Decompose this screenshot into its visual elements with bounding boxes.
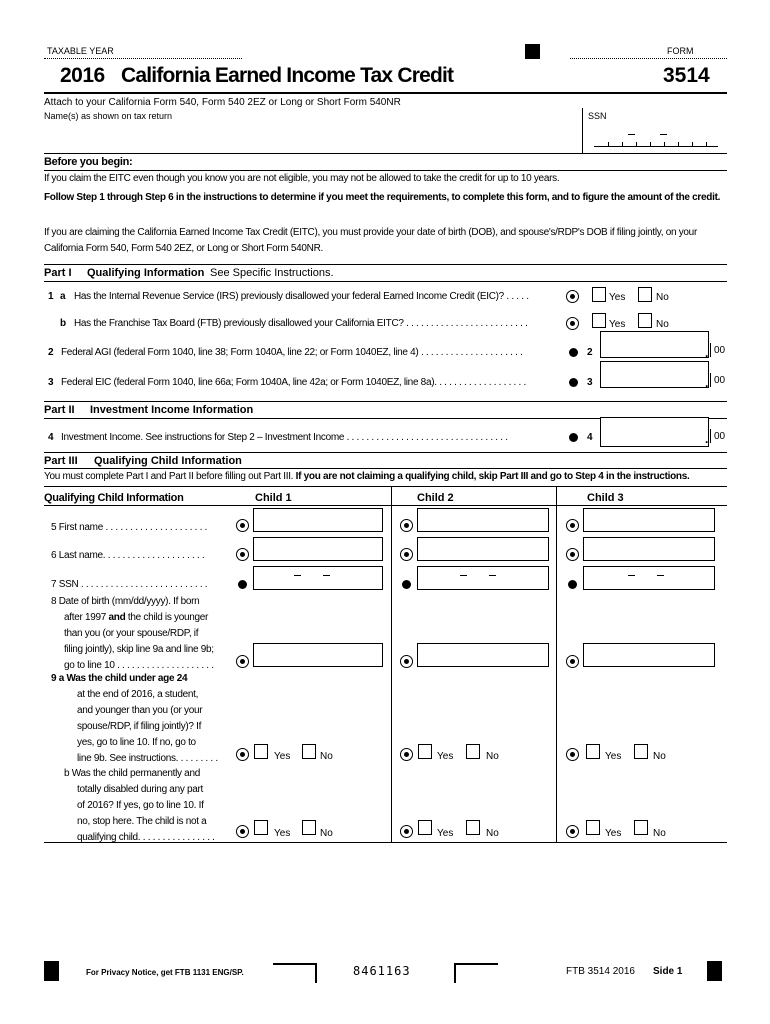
line-2-text: Federal AGI (federal Form 1040, line 38; Form 1040A, line 22; or Form 1040EZ, line 4) . . . . . . . . . . . . . . . . . . . . . — [61, 347, 523, 358]
child-1-first-name-input[interactable] — [253, 508, 383, 532]
child-1-header: Child 1 — [255, 492, 292, 504]
registration-mark — [525, 44, 540, 59]
line-3-amount-input[interactable] — [600, 361, 709, 388]
column-divider — [391, 486, 392, 842]
no-label: No — [486, 828, 499, 839]
line-9a-label — [51, 671, 218, 767]
form-id: FTB 3514 2016 — [566, 966, 635, 977]
child-3-dob-input[interactable] — [583, 643, 715, 667]
line-9a-text: spouse/RDP, if filing jointly)? If — [77, 721, 202, 732]
divider — [582, 108, 583, 154]
names-label: Name(s) as shown on tax return — [44, 111, 173, 121]
ssn-dash — [660, 134, 667, 135]
yes-label: Yes — [274, 751, 291, 762]
child-1-dob-input[interactable] — [253, 643, 383, 667]
line-5-label: 5 First name . . . . . . . . . . . . . . . . . . . . . — [51, 522, 208, 533]
required-circle-icon — [236, 748, 249, 761]
decimal-point: . — [705, 376, 709, 390]
required-circle-icon — [566, 317, 579, 330]
line-number: 1 — [48, 291, 54, 302]
required-circle-icon — [400, 825, 413, 838]
required-circle-icon — [400, 548, 413, 561]
divider — [44, 401, 727, 402]
yes-label: Yes — [437, 751, 454, 762]
corner-mark — [454, 963, 498, 983]
registration-mark — [707, 961, 722, 981]
line-1b-no-checkbox[interactable] — [638, 313, 652, 328]
cents-label: 00 — [710, 429, 725, 443]
line-9b-label — [64, 766, 215, 846]
page-side: Side 1 — [653, 966, 683, 977]
part3-instruction-a: You must complete Part I and Part II before filling out Part III. — [44, 471, 294, 482]
child-3-header: Child 3 — [587, 492, 624, 504]
required-circle-icon — [566, 655, 579, 668]
line-7-label: 7 SSN . . . . . . . . . . . . . . . . . . . . . . . . . . — [51, 579, 208, 590]
no-label: No — [320, 751, 333, 762]
required-dot-icon — [569, 378, 578, 387]
line-8-text: 8 Date of birth (mm/dd/yyyy). If born — [51, 596, 200, 607]
line-6-label: 6 Last name. . . . . . . . . . . . . . . . . . . . . — [51, 550, 205, 561]
part3-instruction — [44, 471, 689, 482]
before-paragraph-3: If you are claiming the California Earned Income Tax Credit (EITC), you must provide your date of birth (DOB), and spouse's/RDP's DOB if filing jointly, on your California Form 540, Form 540 2EZ, or Long or Short Form 540NR. — [44, 227, 697, 254]
line-8-text: filing jointly), skip line 9a and line 9b; — [64, 644, 214, 655]
line-8-emphasis: and — [108, 612, 126, 623]
required-circle-icon — [566, 290, 579, 303]
line-9a-text: line 9b. See instructions. . . . . . . . . — [77, 753, 218, 764]
yes-label: Yes — [605, 828, 622, 839]
divider — [570, 58, 727, 59]
decimal-point: . — [705, 432, 709, 446]
line-number: 4 — [587, 432, 593, 443]
required-circle-icon — [566, 519, 579, 532]
child-2-first-name-input[interactable] — [417, 508, 549, 532]
divider — [44, 153, 727, 154]
required-circle-icon — [236, 655, 249, 668]
before-paragraph-2: Follow Step 1 through Step 6 in the instructions to determine if you meet the requirements, to complete this form, and to figure the amount of the credit. — [44, 192, 721, 203]
before-paragraph-1: If you claim the EITC even though you know you are not eligible, you may not be allowed to take the credit for up to 10 years. — [44, 173, 560, 184]
line-8-text: after 1997 — [64, 612, 107, 623]
line-9b-text: totally disabled during any part — [77, 784, 204, 795]
child-2-9b-yes-checkbox[interactable] — [418, 820, 432, 835]
no-label: No — [656, 292, 669, 303]
child-1-9b-no-checkbox[interactable] — [302, 820, 316, 835]
line-9b-text: b Was the child permanently and — [64, 768, 200, 779]
child-2-9b-no-checkbox[interactable] — [466, 820, 480, 835]
child-1-last-name-input[interactable] — [253, 537, 383, 561]
line-9a-text: at the end of 2016, a student, — [77, 689, 199, 700]
line-4-text: Investment Income. See instructions for Step 2 – Investment Income . . . . . . . . . . . . . . . . . . . . . . . . . . . . . . . . . — [61, 432, 508, 443]
line-9b-text: no, stop here. The child is not a — [77, 816, 207, 827]
required-dot-icon — [569, 433, 578, 442]
yes-label: Yes — [605, 751, 622, 762]
divider — [44, 281, 727, 282]
required-dot-icon — [238, 580, 247, 589]
child-2-dob-input[interactable] — [417, 643, 549, 667]
child-2-header: Child 2 — [417, 492, 454, 504]
line-letter: a — [60, 291, 66, 302]
no-label: No — [486, 751, 499, 762]
divider — [44, 58, 242, 59]
line-1b-yes-checkbox[interactable] — [592, 313, 606, 328]
no-label: No — [320, 828, 333, 839]
yes-label: Yes — [609, 292, 626, 303]
yes-label: Yes — [609, 319, 626, 330]
line-1b-text: Has the Franchise Tax Board (FTB) previously disallowed your California EITC? . . . . . . . . . . . . . . . . . . . . . . . . . — [74, 318, 528, 329]
no-label: No — [653, 751, 666, 762]
no-label: No — [656, 319, 669, 330]
ssn-dash — [657, 575, 664, 576]
line-8-text: the child is younger — [127, 612, 209, 623]
line-9a-text: and younger than you (or your — [77, 705, 203, 716]
child-3-first-name-input[interactable] — [583, 508, 715, 532]
divider — [44, 505, 727, 506]
before-heading: Before you begin: — [44, 156, 133, 168]
required-circle-icon — [566, 825, 579, 838]
required-circle-icon — [400, 519, 413, 532]
child-2-9a-yes-checkbox[interactable] — [418, 744, 432, 759]
ssn-dash — [628, 134, 635, 135]
part3-label: Part III — [44, 455, 78, 467]
line-letter: b — [60, 318, 67, 329]
cents-label: 00 — [710, 373, 725, 387]
line-8-text: go to line 10 . . . . . . . . . . . . . . . . . . . . — [64, 660, 214, 671]
required-dot-icon — [569, 348, 578, 357]
registration-mark — [44, 961, 59, 981]
required-dot-icon — [402, 580, 411, 589]
yes-label: Yes — [437, 828, 454, 839]
child-3-last-name-input[interactable] — [583, 537, 715, 561]
part2-title: Investment Income Information — [90, 404, 254, 416]
line-1a-no-checkbox[interactable] — [638, 287, 652, 302]
line-number: 3 — [48, 377, 54, 388]
line-number: 3 — [587, 377, 593, 388]
child-3-9a-no-checkbox[interactable] — [634, 744, 648, 759]
child-1-9b-yes-checkbox[interactable] — [254, 820, 268, 835]
child-1-ssn-input[interactable] — [253, 566, 383, 590]
line-1a-yes-checkbox[interactable] — [592, 287, 606, 302]
required-circle-icon — [566, 748, 579, 761]
line-3-text: Federal EIC (federal Form 1040, line 66a; Form 1040A, line 42a; or Form 1040EZ, line 8a). . . . . . . . . . . . . . . . . . . — [61, 377, 526, 388]
column-divider — [556, 486, 557, 842]
required-circle-icon — [400, 655, 413, 668]
child-2-last-name-input[interactable] — [417, 537, 549, 561]
taxable-year-label: TAXABLE YEAR — [47, 46, 114, 56]
qualifying-child-header: Qualifying Child Information — [44, 492, 184, 504]
form-year: 2016 — [60, 64, 105, 87]
barcode-number: 8461163 — [353, 964, 411, 978]
no-label: No — [653, 828, 666, 839]
divider — [44, 92, 727, 94]
ssn-input[interactable] — [594, 142, 718, 147]
child-2-ssn-input[interactable] — [417, 566, 549, 590]
part3-title: Qualifying Child Information — [94, 455, 242, 467]
child-3-9a-yes-checkbox[interactable] — [586, 744, 600, 759]
line-8-text: than you (or your spouse/RDP, if — [64, 628, 199, 639]
child-1-9a-no-checkbox[interactable] — [302, 744, 316, 759]
required-dot-icon — [568, 580, 577, 589]
child-3-9b-no-checkbox[interactable] — [634, 820, 648, 835]
ssn-dash — [460, 575, 467, 576]
required-circle-icon — [236, 825, 249, 838]
ssn-dash — [294, 575, 301, 576]
line-9b-text: qualifying child. . . . . . . . . . . . . . . . — [77, 832, 215, 843]
child-3-ssn-input[interactable] — [583, 566, 715, 590]
line-9a-text: yes, go to line 10. If no, go to — [77, 737, 196, 748]
part2-label: Part II — [44, 404, 75, 416]
divider — [44, 452, 727, 453]
part1-note: See Specific Instructions. — [210, 267, 334, 279]
attach-text: Attach to your California Form 540, Form 540 2EZ or Long or Short Form 540NR — [44, 97, 401, 108]
required-circle-icon — [236, 519, 249, 532]
form-number: 3514 — [663, 64, 710, 87]
child-1-9a-yes-checkbox[interactable] — [254, 744, 268, 759]
divider — [44, 486, 727, 487]
decimal-point: . — [705, 346, 709, 360]
line-number: 4 — [48, 432, 54, 443]
yes-label: Yes — [274, 828, 291, 839]
line-9a-text: 9 a Was the child under age 24 — [51, 673, 188, 684]
child-3-9b-yes-checkbox[interactable] — [586, 820, 600, 835]
line-number: 2 — [587, 347, 593, 358]
ssn-dash — [489, 575, 496, 576]
cents-label: 00 — [710, 343, 725, 357]
form-title: California Earned Income Tax Credit — [121, 64, 454, 87]
line-2-amount-input[interactable] — [600, 331, 709, 358]
line-number: 2 — [48, 347, 54, 358]
ssn-dash — [628, 575, 635, 576]
part1-label: Part I — [44, 267, 72, 279]
divider — [44, 468, 727, 469]
child-2-9a-no-checkbox[interactable] — [466, 744, 480, 759]
privacy-notice: For Privacy Notice, get FTB 1131 ENG/SP. — [86, 968, 244, 977]
line-4-amount-input[interactable] — [600, 417, 709, 447]
part1-title: Qualifying Information — [87, 267, 205, 279]
required-circle-icon — [566, 548, 579, 561]
corner-mark — [273, 963, 317, 983]
line-8-label — [51, 594, 214, 674]
line-1a-text: Has the Internal Revenue Service (IRS) previously disallowed your federal Earned Income Credit (EIC)? . . . . . — [74, 291, 529, 302]
ssn-label: SSN — [588, 111, 607, 121]
part3-instruction-b: If you are not claiming a qualifying child, skip Part III and go to Step 4 in the instructions. — [295, 471, 690, 482]
form-label: FORM — [667, 46, 694, 56]
divider — [44, 842, 727, 843]
required-circle-icon — [236, 548, 249, 561]
divider — [44, 264, 727, 265]
required-circle-icon — [400, 748, 413, 761]
names-input[interactable] — [44, 122, 582, 150]
line-9b-text: of 2016? If yes, go to line 10. If — [77, 800, 204, 811]
ssn-dash — [323, 575, 330, 576]
